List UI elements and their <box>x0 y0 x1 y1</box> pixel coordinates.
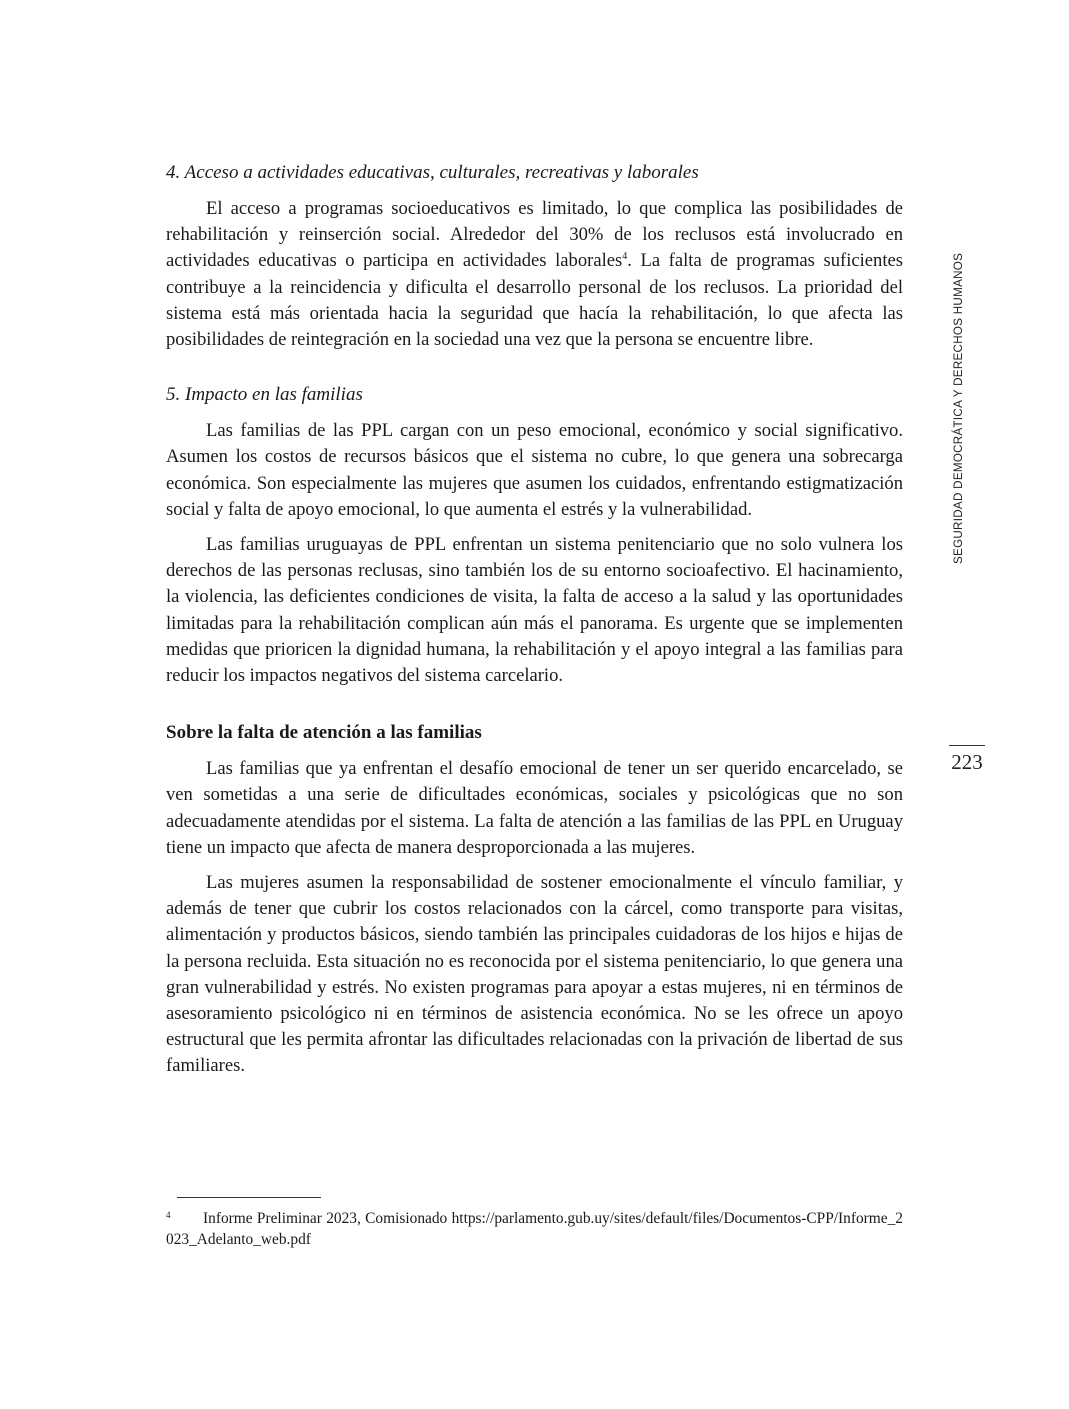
paragraph-uruguayan-families: Las familias uruguayas de PPL enfrentan un sistema penitenciario que no solo vulnera los derechos de las personas reclusas, sino también los de su entorno socioafectivo. El hacinamiento, la violencia, las deficientes condiciones de visita, la falta de acceso a la salud y las oportunidades limitadas para la rehabilitación complican aún más el panorama. Es urgente que se implementen medidas que prioricen la dignidad humana, la rehabilitación y el apoyo integral a las familias para reducir los impactos negativos del sistema carcelario. <box>166 534 903 687</box>
page-number: 223 <box>951 750 983 774</box>
paragraph-text: El acceso a programas socioeducativos es limitado, lo que complica las posibilidades de rehabilitación y reinserción social. Alrededor del 30% de los reclusos está involucrado en actividades educativas o participa en actividades laborales <box>166 198 903 272</box>
footnote-separator <box>177 1197 321 1198</box>
footnote <box>166 1205 903 1250</box>
paragraph-women-responsibility: Las mujeres asumen la responsabilidad de sostener emocionalmente el vínculo familiar, y además de tener que cubrir los costos relacionados con la cárcel, como transporte para visitas, alimentación y productos básicos, siendo también las principales cuidadoras de los hijos e hijas de la persona recluida. Esta situación no es reconocida por el sistema penitenciario, lo que genera una gran vulnerabilidad y estrés. No existen programas para apoyar a estas mujeres, ni en términos de asesoramiento psicológico ni en términos de asistencia económica. No se les ofrece un apoyo estructural que les permita afrontar las dificultades relacionadas con la privación de libertad de sus familiares. <box>166 872 903 1077</box>
paragraph-educational-access <box>166 196 903 353</box>
section-heading-family-impact: 5. Impacto en las familias <box>166 384 363 406</box>
paragraph-family-burden: Las familias de las PPL cargan con un peso emocional, económico y social significativo. Asumen los costos de recursos básicos que el sistema no cubre, lo que genera una sobrecarga económica. Son especialmente las mujeres que asumen los cuidados, enfrentando estigmatización social y falta de apoyo emocional, lo que aumenta el estrés y la vulnerabilidad. <box>166 420 903 520</box>
footnote-text: Informe Preliminar 2023, Comisionado <box>203 1210 452 1227</box>
running-head <box>950 246 970 566</box>
section-heading-educational-access: 4. Acceso a actividades educativas, culturales, recreativas y laborales <box>166 162 699 183</box>
running-head-text: SEGURIDAD DEMOCRÁTICA Y DERECHOS HUMANOS <box>952 252 965 564</box>
section-heading-lack-of-attention: Sobre la falta de atención a las familias <box>166 722 482 744</box>
paragraph-families-challenges: Las familias que ya enfrentan el desafío emocional de tener un ser querido encarcelado, se ven sometidas a una serie de dificultades económicas, sociales y psicológicas que no son adecuadamente atendidas por el sistema. La falta de atención a las familias de las PPL en Uruguay tiene un impacto que afecta de manera desproporcionada a las mujeres. <box>166 758 903 858</box>
page-number-rule <box>949 745 985 746</box>
footnote-link[interactable]: https://parlamento.gub.uy/sites/default/files/Documentos-CPP/Informe_2023_Adelanto_web.pdf <box>166 1210 903 1248</box>
body-text-column <box>166 160 903 1089</box>
footnote-reference[interactable]: 4 <box>622 251 628 263</box>
paragraph-text: . La falta de programas suficientes contribuye a la reincidencia y dificulta el desarrollo personal de los reclusos. La prioridad del sistema está más orientada hacia la seguridad que hacía la rehabilitación, lo que afecta las posibilidades de reintegración en la sociedad una vez que la persona se encuentre libre. <box>166 250 903 351</box>
footnote-marker: 4 <box>166 1210 171 1220</box>
